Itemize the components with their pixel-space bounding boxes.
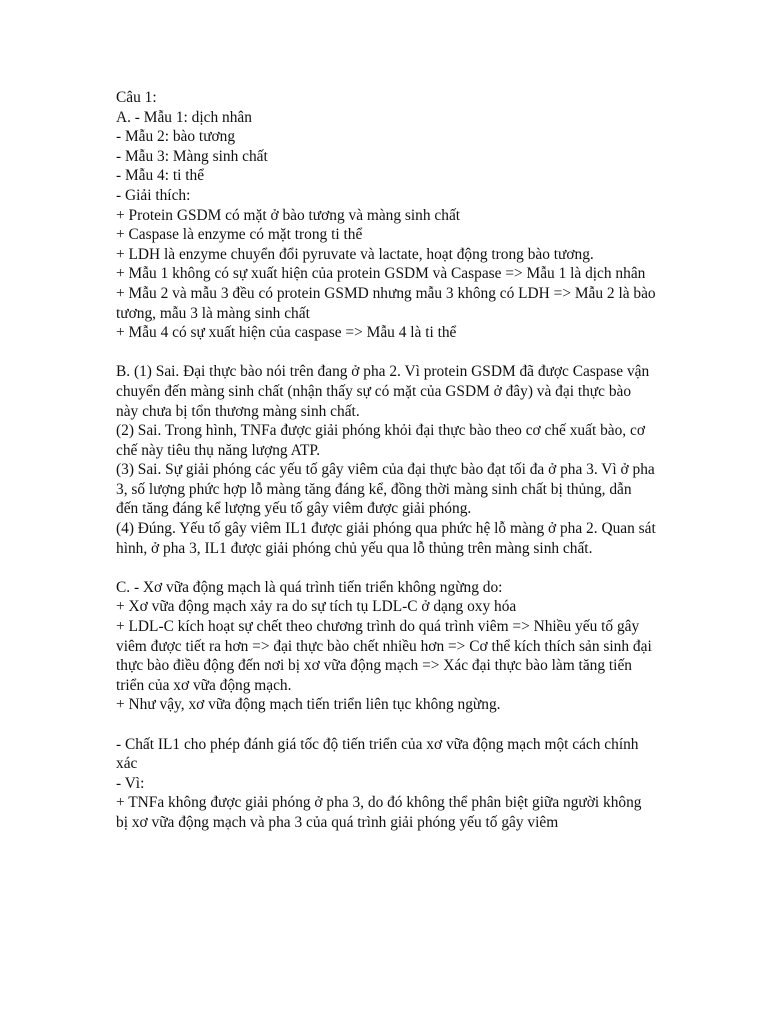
- part-d-line: - Chất IL1 cho phép đánh giá tốc độ tiến triển của xơ vữa động mạch một cách chính xác: [116, 735, 643, 773]
- part-a-section: [116, 108, 660, 343]
- part-a-line: + LDH là enzyme chuyển đổi pyruvate và lactate, hoạt động trong bào tương.: [116, 245, 594, 263]
- part-a-line: - Mẫu 3: Màng sinh chất: [116, 147, 268, 165]
- part-c-line: C. - Xơ vữa động mạch là quá trình tiến triển không ngừng do:: [116, 578, 503, 596]
- part-a-line: - Giải thích:: [116, 186, 191, 204]
- part-b-section: [116, 362, 660, 558]
- part-b-line: (3) Sai. Sự giải phóng các yếu tố gây viêm của đại thực bào đạt tối đa ở pha 3. Vì ở pha 3, số lượng phức hợp lỗ màng tăng đáng kể, đồng thời màng sinh chất bị thủng, dẫn đến tăng đáng kể lượng yếu tố gây viêm được giải phóng.: [116, 461, 659, 518]
- document-body: [116, 88, 660, 833]
- part-b-line: (2) Sai. Trong hình, TNFa được giải phóng khỏi đại thực bào theo cơ chế xuất bào, cơ chế này tiêu thụ năng lượng ATP.: [116, 422, 649, 459]
- part-a-line: + Protein GSDM có mặt ở bào tương và màng sinh chất: [116, 206, 461, 224]
- part-a-line: A. - Mẫu 1: dịch nhân: [116, 108, 252, 126]
- part-d-line: - Vì:: [116, 774, 145, 792]
- part-a-line: + Mẫu 1 không có sự xuất hiện của protein GSDM và Caspase => Mẫu 1 là dịch nhân: [116, 265, 646, 283]
- paragraph-spacer: [116, 343, 656, 363]
- part-d-line: + TNFa không được giải phóng ở pha 3, do đó không thể phân biệt giữa người không bị xơ vữa động mạch và pha 3 của quá trình giải phóng yếu tố gây viêm: [116, 794, 646, 831]
- part-a-line: + Caspase là enzyme có mặt trong ti thể: [116, 226, 363, 244]
- part-a-line: + Mẫu 4 có sự xuất hiện của caspase => Mẫu 4 là ti thể: [116, 324, 457, 342]
- paragraph-spacer: [116, 715, 656, 735]
- part-c-line: + Như vậy, xơ vữa động mạch tiến triển liên tục không ngừng.: [116, 696, 501, 714]
- part-d-section: [116, 735, 656, 833]
- part-b-line: B. (1) Sai. Đại thực bào nói trên đang ở pha 2. Vì protein GSDM đã được Caspase vận chuyển đến màng sinh chất (nhận thấy sự có mặt của GSDM ở đây) và đại thực bào này chưa bị tổn thương màng sinh chất.: [116, 363, 654, 420]
- part-c-section: [116, 578, 656, 715]
- heading-text: Câu 1:: [116, 89, 157, 106]
- question-heading: [116, 88, 656, 108]
- part-b-line: (4) Đúng. Yếu tố gây viêm IL1 được giải phóng qua phức hệ lỗ màng ở pha 2. Quan sát hình, ở pha 3, IL1 được giải phóng chủ yếu qua lỗ thủng trên màng sinh chất.: [116, 520, 660, 557]
- part-a-line: + Mẫu 2 và mẫu 3 đều có protein GSMD nhưng mẫu 3 không có LDH => Mẫu 2 là bào tương, mẫu 3 là màng sinh chất: [116, 284, 660, 322]
- part-a-line: - Mẫu 2: bào tương: [116, 128, 236, 146]
- part-a-line: - Mẫu 4: ti thể: [116, 167, 205, 185]
- part-c-line: + LDL-C kích hoạt sự chết theo chương trình do quá trình viêm => Nhiều yếu tố gây viêm được tiết ra hơn => đại thực bào chết nhiều hơn => Cơ thể kích thích sản sinh đại thực bào điều động đến nơi bị xơ vữa động mạch => Xác đại thực bào làm tăng tiến triển của xơ vữa động mạch.: [116, 618, 656, 694]
- paragraph-spacer: [116, 558, 656, 578]
- part-c-line: + Xơ vữa động mạch xảy ra do sự tích tụ LDL-C ở dạng oxy hóa: [116, 598, 517, 616]
